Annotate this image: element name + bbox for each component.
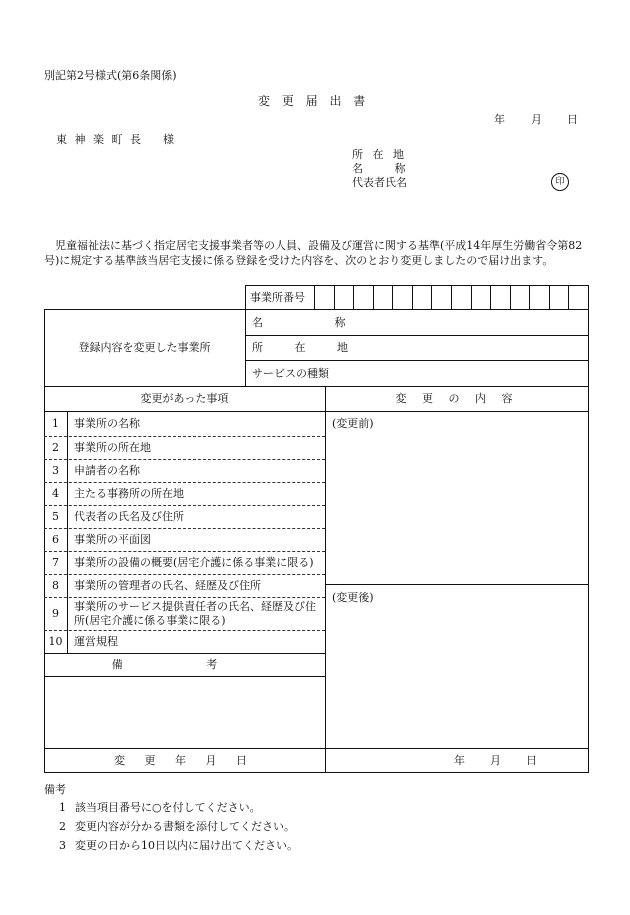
- note-text: 変更内容が分かる書類を添付してください。: [75, 820, 295, 833]
- service-type-label: サービスの種類: [252, 366, 329, 380]
- applicant-representative-label: 代表者氏名: [352, 176, 407, 189]
- office-number-digit-box[interactable]: [568, 285, 569, 309]
- changed-items-header: 変更があった事項: [140, 392, 229, 406]
- applicant-address-label: 所 在 地: [352, 148, 407, 161]
- item-number: 3: [52, 464, 59, 478]
- applicant-name-label: 名 称: [352, 162, 420, 175]
- item-number: 10: [48, 635, 63, 649]
- office-number-digit-box[interactable]: [353, 285, 354, 309]
- item-number: 9: [52, 607, 59, 621]
- item-number: 5: [52, 510, 59, 524]
- item-number: 1: [52, 417, 59, 431]
- note-number: 1: [59, 801, 66, 814]
- item-text: 事業所の平面図: [74, 533, 151, 547]
- item-text: 事業所の設備の概要(居宅介護に係る事業に限る): [74, 556, 314, 570]
- office-number-digit-box[interactable]: [392, 285, 393, 309]
- item-text: 事業所の所在地: [74, 441, 151, 455]
- change-date-day: 日: [526, 754, 537, 767]
- rule: [44, 676, 325, 677]
- item-number: 2: [52, 441, 59, 455]
- changed-office-label: 登録内容を変更した事業所: [78, 341, 211, 355]
- addressee: 東 神 楽 町 長: [56, 133, 143, 146]
- note-number: 3: [59, 839, 66, 852]
- notes-heading: 備考: [44, 783, 66, 796]
- rule: [325, 386, 326, 773]
- intro-text: 児童福祉法に基づく指定居宅支援事業者等の人員、設備及び運営に関する基準(平成14年厚生労働省令第82号)に規定する基準該当居宅支援に係る登録を受けた内容を、次のとおり変更しましたので届け出ます。: [44, 239, 583, 267]
- office-location-label: 所 在 地: [252, 341, 362, 355]
- item-text: 事業所の名称: [74, 417, 140, 431]
- after-change-label: (変更後): [332, 591, 374, 604]
- header-date-day: 日: [567, 113, 578, 126]
- office-number-digit-box[interactable]: [471, 285, 472, 309]
- header-date-year: 年: [494, 113, 505, 126]
- item-number: 6: [52, 533, 59, 547]
- note-text: 変更の日から10日以内に届け出てください。: [75, 839, 298, 852]
- item-text: 事業所のサービス提供責任者の氏名、経歴及び住所(居宅介護に係る事業に限る): [74, 600, 316, 627]
- seal-mark: 印: [551, 173, 569, 191]
- office-number-digit-box[interactable]: [431, 285, 432, 309]
- item-number: 7: [52, 556, 59, 570]
- change-date-label: 変 更 年 月 日: [114, 753, 255, 767]
- document-title: 変 更 届 出 書: [258, 94, 370, 108]
- office-number-digit-box[interactable]: [314, 285, 315, 309]
- office-number-label: 事業所番号: [250, 290, 305, 304]
- item-text: 運営規程: [74, 635, 118, 649]
- note-text: 該当項目番号に○を付してください。: [75, 801, 261, 814]
- addressee-suffix: 様: [163, 133, 174, 146]
- item-text: 事業所の管理者の氏名、経歴及び住所: [74, 579, 261, 593]
- rule: [44, 772, 589, 773]
- item-text: 主たる事務所の所在地: [74, 487, 184, 501]
- change-content-header: 変 更 の 内 容: [395, 392, 519, 406]
- office-name-label: 名 称: [252, 315, 380, 329]
- office-number-digit-box[interactable]: [334, 285, 335, 309]
- intro-paragraph: [44, 239, 590, 268]
- change-date-year: 年: [454, 754, 465, 767]
- item-number: 8: [52, 579, 59, 593]
- office-number-digit-box[interactable]: [549, 285, 550, 309]
- header-date-month: 月: [531, 113, 542, 126]
- rule: [67, 411, 68, 653]
- office-number-digit-box[interactable]: [529, 285, 530, 309]
- change-date-month: 月: [490, 754, 501, 767]
- form-reference: 別記第2号様式(第6条関係): [44, 69, 177, 82]
- item-text: 申請者の名称: [74, 464, 140, 478]
- note-number: 2: [59, 820, 66, 833]
- office-number-digit-box[interactable]: [451, 285, 452, 309]
- remarks-header: 備 考: [111, 658, 258, 672]
- before-change-label: (変更前): [332, 417, 374, 430]
- rule: [588, 285, 589, 773]
- office-number-digit-box[interactable]: [510, 285, 511, 309]
- office-number-digit-box[interactable]: [373, 285, 374, 309]
- office-number-digit-box[interactable]: [412, 285, 413, 309]
- rule: [325, 584, 589, 585]
- item-text: 代表者の氏名及び住所: [74, 510, 184, 524]
- office-number-digit-box[interactable]: [490, 285, 491, 309]
- item-number: 4: [52, 487, 59, 501]
